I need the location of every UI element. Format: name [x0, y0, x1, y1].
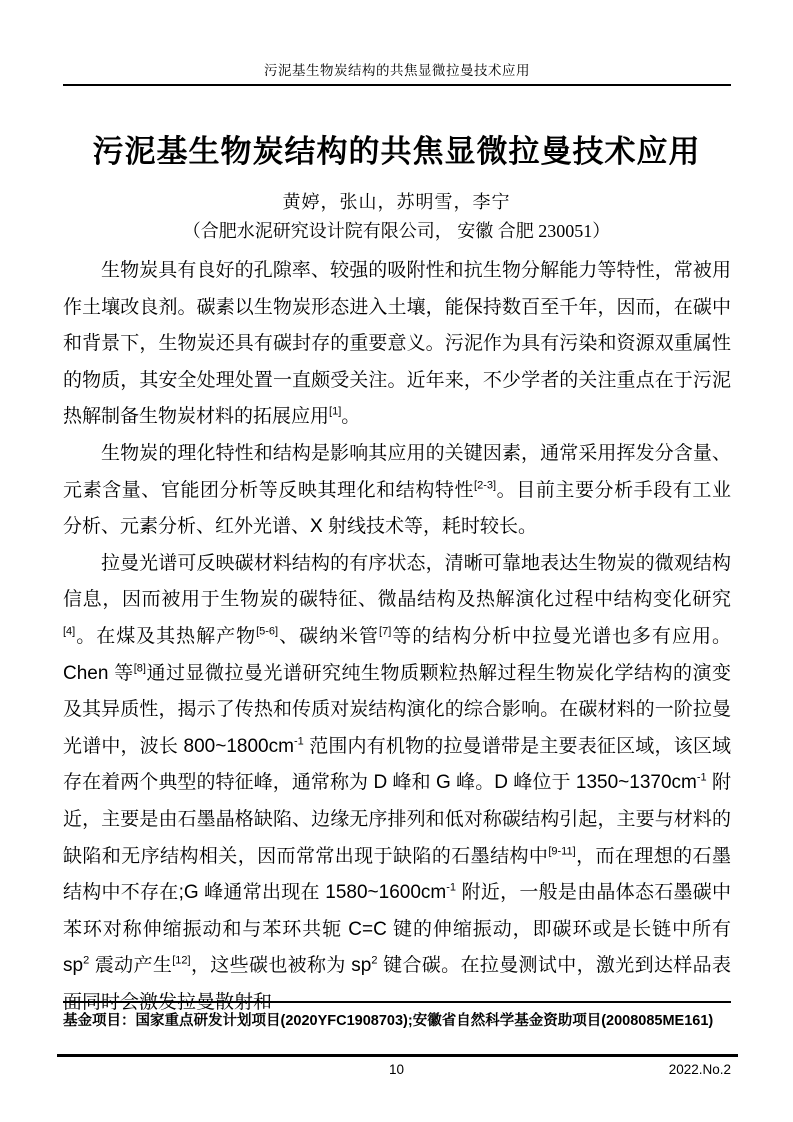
body-paragraph: 拉曼光谱可反映碳材料结构的有序状态，清晰可靠地表达生物炭的微观结构信息，因而被用于生物炭的碳特征、微晶结构及热解演化过程中结构变化研究[4]。在煤及其热解产物[5-6]、碳纳米管[7]等的结构分析中拉曼光谱也多有应用。Chen 等[8]通过显微拉曼光谱研究纯生物质颗粒热解过程生物炭化学结构的演变及其异质性，揭示了传热和传质对炭结构演化的综合影响。在碳材料的一阶拉曼光谱中，波长 $800\sim 1800cm^{-1}$ 范围内有机物的拉曼谱带是主要表征区域，该区域存在着两个典型的特征峰，通常称为 D 峰和 G 峰。D 峰位于 $1350\sim 1370cm^{-1}$ 附近，主要是由石墨晶格缺陷、边缘无序排列和低对称碳结构引起，主要与材料的缺陷和无序结构相关，因而常常出现于缺陷的石墨结构中[9-11]，而在理想的石墨结构中不存在;G 峰通常出现在 $1580\sim 1600cm^{-1}$ 附近，一般是由晶体态石墨碳中苯环对称伸缩振动和与苯环共轭 C=C 键的伸缩振动，即碳环或是长链中所有 $sp^2$ 震动产生[12]，这些碳也被称为 $sp^2$ 键合碳。在拉曼测试中，激光到达样品表面同时会激发拉曼散射和 [63, 552, 732, 1013]
authors-line: 黄婷，张山，苏明雪，李宁 [282, 192, 511, 212]
running-head: 污泥基生物炭结构的共焦显微拉曼技术应用 [264, 63, 530, 78]
body-paragraph: 生物炭具有良好的孔隙率、较强的吸附性和抗生物分解能力等特性，常被用作土壤改良剂。碳素以生物炭形态进入土壤，能保持数百至千年，因而，在碳中和背景下，生物炭还具有碳封存的重要意义。污泥作为具有污染和资源双重属性的物质，其安全处理处置一直颇受关注。近年来，不少学者的关注重点在于污泥热解制备生物炭材料的拓展应用[1]。 [63, 260, 731, 428]
footnote-text: 基金项目：国家重点研发计划项目(2020YFC1908703);安徽省自然科学基金资助项目(2008085ME161) [63, 1013, 714, 1029]
page-number: 10 [388, 1062, 405, 1077]
body-paragraph: 生物炭的理化特性和结构是影响其应用的关键因素，通常采用挥发分含量、元素含量、官能团分析等反映其理化和结构特性[2-3]。目前主要分析手段有工业分析、元素分析、红外光谱、X 射线技术等，耗时较长。 [63, 442, 731, 538]
body-text [63, 253, 731, 1021]
footnote-rule [63, 1001, 731, 1003]
issue-label: 2022.No.2 [668, 1062, 731, 1077]
paper-title: 污泥基生物炭结构的共焦显微拉曼技术应用 [92, 134, 701, 169]
affiliation-line: （合肥水泥研究设计院有限公司， 安徽 合肥 230051） [182, 221, 611, 241]
footer-rule [57, 1054, 738, 1057]
header-rule [63, 84, 731, 86]
